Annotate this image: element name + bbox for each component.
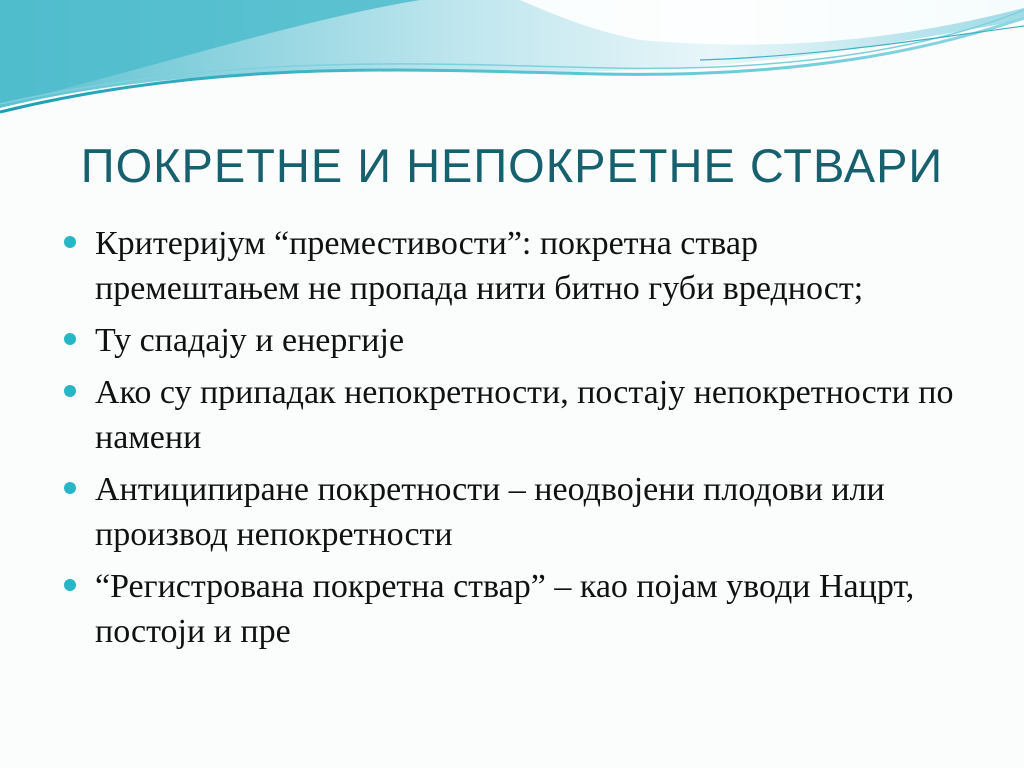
bullet-item	[62, 221, 962, 311]
bullet-item	[62, 318, 962, 363]
bullet-item	[62, 467, 962, 557]
bullet-item	[62, 370, 962, 460]
bullet-circle-icon	[64, 482, 76, 494]
bullet-text: Антиципиране покретности – неодвојени плодови или производ непокретности	[95, 471, 885, 553]
bullet-item	[62, 564, 962, 654]
bullet-circle-icon	[64, 333, 76, 345]
bullet-circle-icon	[64, 385, 76, 397]
bullet-circle-icon	[64, 579, 76, 591]
bullet-text: Ту спадају и енергије	[95, 322, 405, 359]
slide-title: ПОКРЕТНЕ И НЕПОКРЕТНЕ СТВАРИ	[80, 139, 944, 192]
bullet-text: “Регистрована покретна ствар” – као појам уводи Нацрт, постоји и пре	[95, 568, 915, 650]
bullet-text: Ако су припадак непокретности, постају непокретности по намени	[95, 374, 954, 456]
bullet-text: Критеријум “преместивости”: покретна ствар премештањем не пропада нити битно губи вредност;	[95, 225, 864, 307]
header-wave-decoration	[0, 0, 1024, 120]
bullet-circle-icon	[64, 236, 76, 248]
bullet-list	[62, 221, 962, 661]
